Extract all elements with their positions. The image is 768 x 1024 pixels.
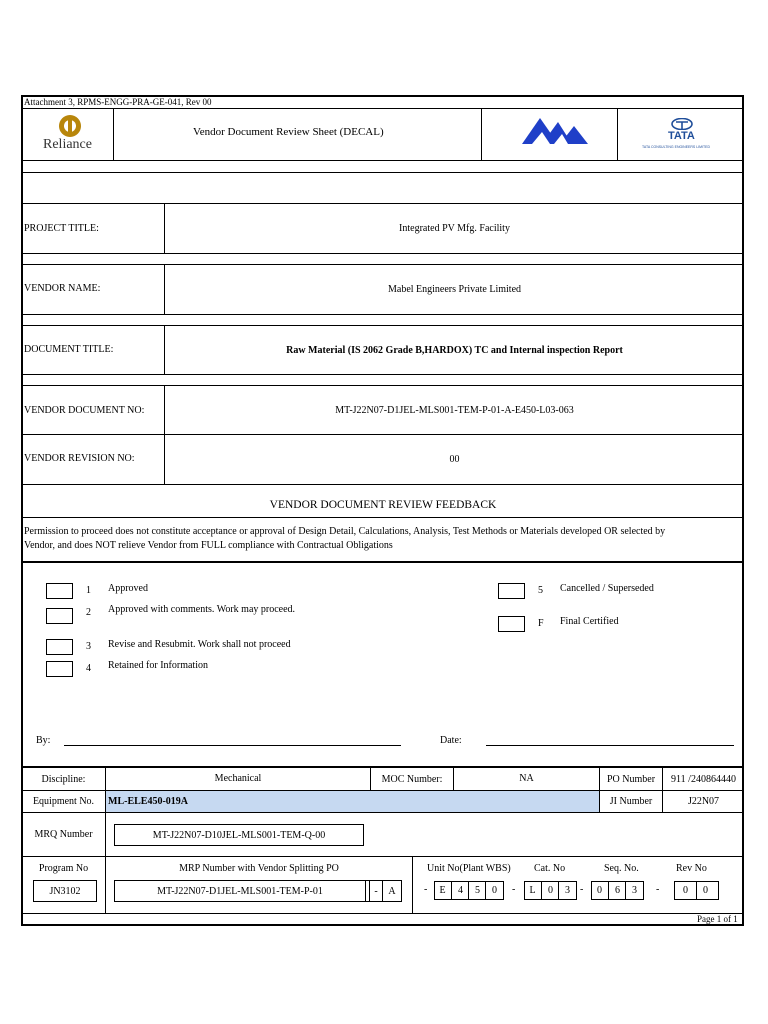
seq-digit: 3 (625, 882, 643, 899)
discipline-value: Mechanical (214, 772, 262, 784)
tata-logo (635, 118, 730, 154)
reliance-logo-text: Reliance (43, 137, 92, 152)
ji-number-label: JI Number (609, 796, 653, 807)
divider (365, 881, 366, 901)
moc-number-value: NA (519, 772, 534, 784)
divider (22, 517, 744, 518)
option-code: 2 (86, 607, 91, 618)
rev-no-box (674, 881, 719, 900)
po-number-label: PO Number (606, 773, 656, 785)
rev-digit: 0 (703, 885, 708, 896)
divider (22, 172, 744, 173)
vendor-name-value: Mabel Engineers Private Limited (387, 284, 522, 295)
vendor-document-no-value: MT-J22N07-D1JEL-MLS001-TEM-P-01-A-E450-L03-063 (335, 404, 574, 416)
divider (22, 160, 744, 161)
cat-dash: - (512, 884, 516, 895)
page-number: Page 1 of 1 (697, 914, 738, 924)
mrp-number-value: MT-J22N07-D1JEL-MLS001-TEM-P-01 (157, 885, 323, 897)
mrp-dash: - (374, 885, 378, 897)
po-number-value: 911 /240864440 (671, 773, 736, 785)
unit-no-box (434, 881, 504, 900)
option-code: F (538, 618, 544, 629)
seq-digit: 0 (597, 885, 602, 896)
disclaimer-line-2: Vendor, and does NOT relieve Vendor from FULL compliance with Contractual Obligations (24, 540, 393, 551)
vendor-name-label: VENDOR NAME: (24, 283, 101, 294)
option-label: Final Certified (560, 616, 619, 627)
option-final-certified-checkbox[interactable] (498, 616, 525, 632)
cat-digit: 3 (558, 882, 576, 899)
option-code: 3 (86, 641, 91, 652)
rev-dash: - (656, 884, 660, 895)
divider (105, 812, 106, 856)
option-label: Retained for Information (108, 660, 208, 671)
unit-digit: 5 (468, 882, 486, 899)
seq-digit: 6 (608, 882, 626, 899)
unit-dash: - (424, 884, 428, 895)
date-line[interactable] (486, 745, 734, 746)
divider (22, 484, 744, 485)
divider (22, 856, 744, 857)
unit-digit: 4 (451, 882, 469, 899)
mrp-number-box (114, 880, 402, 902)
equipment-no-label: Equipment No. (32, 796, 95, 807)
mountain-triangles-icon (520, 114, 590, 146)
divider (617, 108, 618, 160)
disclaimer-line-1: Permission to proceed does not constitute acceptance or approval of Design Detail, Calculations, Analysis, Test Methods or Materials developed OR selected by (24, 526, 666, 537)
option-label: Revise and Resubmit. Work shall not proceed (108, 639, 291, 650)
rev-no-label: Rev No (676, 863, 707, 874)
moc-number-label: MOC Number: (381, 773, 443, 785)
seq-no-box (591, 881, 644, 900)
date-label: Date: (440, 735, 462, 746)
divider (22, 108, 744, 109)
mrq-number-value: MT-J22N07-D10JEL-MLS001-TEM-Q-00 (114, 824, 364, 846)
cat-no-label: Cat. No (534, 863, 566, 874)
vendor-document-no-label: VENDOR DOCUMENT NO: (24, 405, 145, 416)
mrp-suffix: A (388, 885, 396, 897)
program-no-label: Program No (38, 862, 89, 874)
unit-no-label: Unit No(Plant WBS) (427, 863, 511, 874)
option-approved-with-comments-checkbox[interactable] (46, 608, 73, 624)
mrp-number-label: MRP Number with Vendor Splitting PO (179, 862, 339, 874)
discipline-label: Discipline: (41, 773, 86, 785)
option-code: 1 (86, 585, 91, 596)
option-revise-resubmit-checkbox[interactable] (46, 639, 73, 655)
cat-digit: 0 (541, 882, 559, 899)
tata-logo-text: TATA (668, 130, 695, 142)
rev-digit: 0 (683, 885, 688, 896)
equipment-no-value: ML-ELE450-019A (108, 796, 188, 807)
feedback-heading: VENDOR DOCUMENT REVIEW FEEDBACK (269, 499, 497, 511)
divider (22, 314, 744, 315)
vendor-revision-no-label: VENDOR REVISION NO: (24, 453, 135, 464)
option-label: Approved (108, 583, 148, 594)
document-title-value: Raw Material (IS 2062 Grade B,HARDOX) TC and Internal inspection Report (286, 344, 623, 356)
divider (412, 856, 413, 913)
project-title-value: Integrated PV Mfg. Facility (399, 223, 510, 234)
divider (22, 561, 744, 563)
divider (22, 812, 744, 813)
divider (113, 108, 114, 160)
by-label: By: (36, 735, 51, 746)
reliance-emblem-icon (57, 114, 83, 138)
document-title-label: DOCUMENT TITLE: (24, 344, 114, 355)
attachment-reference: Attachment 3, RPMS-ENGG-PRA-GE-041, Rev 00 (24, 97, 212, 107)
tata-logo-subtext: TATA CONSULTING ENGINEERS LIMITED (642, 145, 710, 149)
program-no-value: JN3102 (33, 880, 97, 902)
option-code: 5 (538, 585, 543, 596)
cat-digit: L (529, 885, 536, 896)
option-code: 4 (86, 663, 91, 674)
cat-no-box (524, 881, 577, 900)
option-label: Approved with comments. Work may proceed. (108, 604, 296, 615)
seq-no-label: Seq. No. (604, 863, 639, 874)
unit-digit: E (439, 885, 446, 896)
option-retained-checkbox[interactable] (46, 661, 73, 677)
divider (22, 253, 744, 254)
ji-number-value: J22N07 (687, 796, 720, 807)
triangles-logo (520, 114, 590, 146)
project-title-label: PROJECT TITLE: (24, 223, 99, 234)
mrq-number-label: MRQ Number (34, 829, 93, 840)
option-approved-checkbox[interactable] (46, 583, 73, 599)
sheet-title: Vendor Document Review Sheet (DECAL) (193, 126, 384, 138)
seq-dash: - (580, 884, 584, 895)
option-cancelled-checkbox[interactable] (498, 583, 525, 599)
tata-emblem-icon (671, 118, 693, 130)
divider (481, 108, 482, 160)
unit-digit: 0 (485, 882, 503, 899)
by-signature-line[interactable] (64, 745, 401, 746)
divider (22, 913, 744, 914)
divider (696, 882, 697, 899)
reliance-logo (30, 112, 110, 156)
divider (22, 374, 744, 375)
option-label: Cancelled / Superseded (560, 583, 654, 594)
vendor-revision-no-value: 00 (449, 454, 460, 465)
